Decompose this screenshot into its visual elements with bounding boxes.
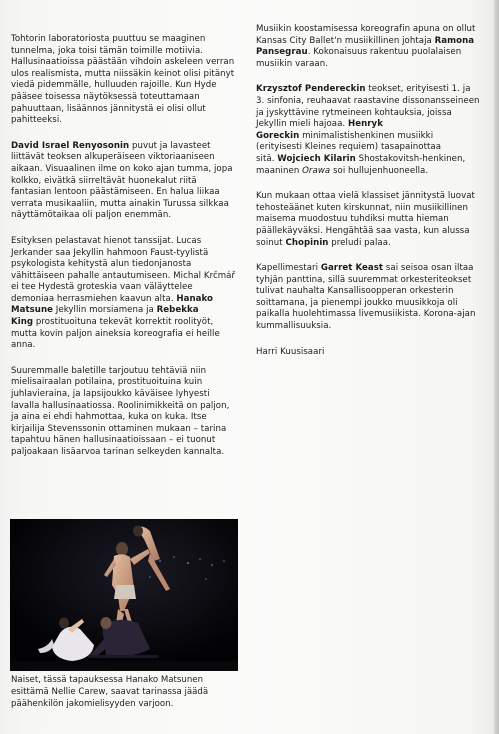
left-column-paragraph	[11, 34, 243, 127]
text-run: . Kokonaisuus rakentuu puolalaisen musiikin varaan.	[256, 47, 462, 69]
text-run: teokset, erityisesti 1. ja 3. sinfonia, reuhaavat raastavine dissonansseineen ja jyskyttävine rytmeineen kohtauksia, joissa Jekyllin mieli hajoaa.	[256, 84, 480, 130]
bold-name: Garret Keast	[320, 263, 384, 274]
text-run: Esityksen pelastavat hienot tanssijat. Lucas Jerkander saa Jekyllin hahmoon Faust-tyylistä psykologista kehitystä alun tiedonjanosta vähittäiseen pahalle antautumiseen. Michal Krčmář ei tee Hydestä groteskia vaan väläyttelee demoniaa herrasmiehen kaavun alta.	[11, 235, 236, 304]
text-run: sai seisoa osan iltaa tyhjän panttina, sillä suuremmat orkesteriteokset tulivat nauhalta Kansallisoopperan orkesterin soittamana, ja pienempi joukko muusikkoja oli paikalla huolehtimassa livemusiikista. Korona-ajan kummallisuuksia.	[256, 263, 476, 332]
bold-name: Hanako Matsune	[11, 293, 214, 316]
text-run: Musiikin koostamisessa koreografin apuna on ollut Kansas City Ballet'n musiikillinen johtaja	[256, 24, 476, 46]
bold-name: Wojciech Kilarin	[277, 153, 356, 164]
left-column-paragraph	[11, 366, 243, 459]
bold-name: David Israel Renyosonin	[11, 140, 130, 151]
text-run: prostituoituna tekevät korrektit roolityöt, mutta kovin paljon aineksia koreografia ei heille anna.	[11, 317, 220, 351]
text-run: Shostakovitsh-henkinen, maaninen	[256, 153, 466, 176]
text-run: Suuremmalle baletille tarjoutuu tehtäviä niin mielisairaalan potilaina, prostituoituina kuin juhlavieraina, ja lapsijoukko käväisee lyhyesti lavalla hallusinaatiossa. Roolinimikkeitä on paljon, ja aina ei ehdi hahmottaa, kuka on kuka. Itse kirjailija Stevenssonin ottaminen mukaan – tarina tapahtuu hänen hallusinaatioissaan – ei tuonut paljoakaan lisäarvoa tarinan selkeyden kannalta.	[11, 365, 230, 457]
dancers-illustration	[10, 519, 238, 671]
left-column	[11, 34, 243, 473]
text-run: Harri Kuusisaari	[256, 346, 325, 357]
right-column-paragraph	[256, 24, 484, 70]
text-run: puvut ja lavasteet liittävät teoksen alkuperäiseen viktoriaaniseen aikaan. Visuaalinen ilme on koko ajan tumma, jopa kolkko, eivätkä siirreltävät huonekalut riitä fantasian lentoon päästämiseen. En halua liikaa verrata musikaaliin, mutta ainakin Turussa silkkaa näyttämötaikaa oli paljon enemmän.	[11, 140, 233, 221]
text-run: Kapellimestari	[256, 263, 321, 274]
right-column-paragraph	[256, 347, 484, 359]
bold-name: Krzysztof Pendereckin	[256, 84, 366, 95]
bold-name: Henryk Goreckin	[256, 119, 383, 141]
right-column	[256, 24, 484, 372]
page-edge-shadow	[494, 0, 499, 734]
bold-name: Ramona Pansegrau	[256, 35, 475, 58]
text-run: Tohtorin laboratoriosta puuttuu se maaginen tunnelma, joka toisi tämän toimille motiivia. Hallusinaatioissa päästään vihdoin askeleen verran ulos realismista, mutta niissäkin keinot olisi pitänyt viedä pidemmälle, hulluuden rajoille. Kun Hyde pääsee toisessa näytöksessä toteuttamaan pahuuttaan, lisäännos jännitystä ei olisi ollut pahitteeksi.	[11, 34, 235, 126]
italic-title: Orawa	[302, 165, 331, 176]
performance-photo	[10, 519, 238, 671]
bold-name: Rebekka King	[11, 305, 199, 328]
left-column-paragraph	[11, 236, 243, 352]
text-run: preludi palaa.	[328, 237, 391, 248]
text-run: Kun mukaan ottaa vielä klassiset jännitystä luovat tehosteäänet kuten kirskunnat, niin musiikillinen maisema muodostuu tuhdiksi mutta hieman päällekäyväksi. Hengähtää saa vasta, kun alussa soinut	[256, 191, 475, 248]
photo-caption: Naiset, tässä tapauksessa Hanako Matsunen esittämä Nellie Carew, saavat tarinassa jäädä päähenkilön jakomielisyyden varjoon.	[11, 675, 209, 709]
text-run: soi hullujenhuoneella.	[330, 165, 429, 176]
bold-name: Chopinin	[285, 237, 329, 248]
right-column-paragraph	[256, 191, 484, 249]
text-run: minimalistishenkinen musiikki (erityisesti Kleines requiem) tasapainottaa sitä.	[256, 130, 442, 164]
right-column-paragraph	[256, 263, 484, 333]
right-column-paragraph	[256, 84, 484, 177]
left-column-paragraph	[11, 141, 243, 222]
text-run: Jekyllin morsiamena ja	[53, 305, 157, 316]
